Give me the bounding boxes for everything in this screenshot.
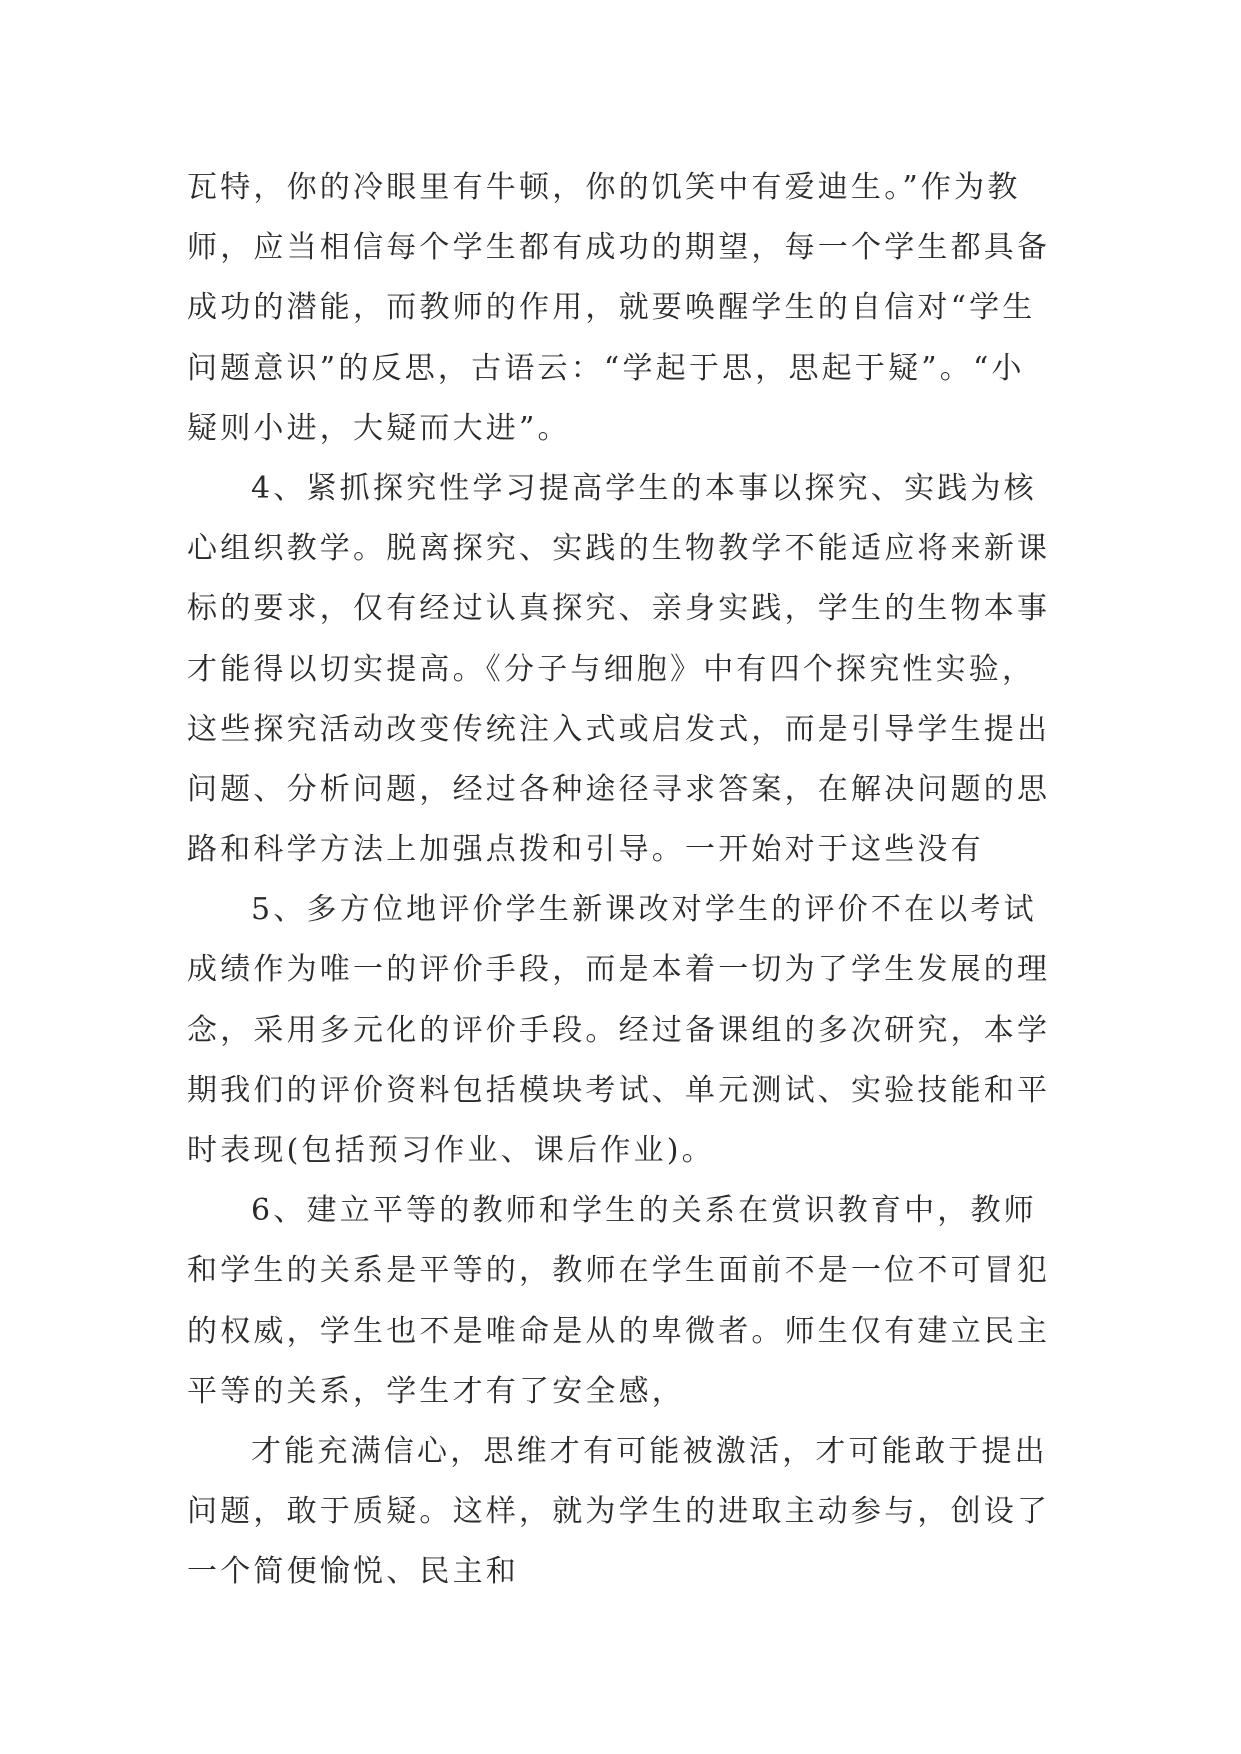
text-line: 这些探究活动改变传统注入式或启发式，而是引导学生提出 [187,711,1051,747]
text-line: 平等的关系，学生才有了安全感， [187,1373,685,1409]
text-line: 和学生的关系是平等的，教师在学生面前不是一位不可冒犯 [187,1253,1051,1289]
text-line: 心组织教学。脱离探究、实践的生物教学不能适应将来新课 [187,531,1051,567]
paragraph-first-line: 6、建立平等的教师和学生的关系在赏识教育中，教师 [251,1193,1037,1229]
text-line: 才能得以切实提高。《分子与细胞》中有四个探究性实验， [187,651,1036,687]
text-line: 问题意识”的反思，古语云：“学起于思，思起于疑”。“小 [187,350,1025,386]
text-line: 问题，敢于质疑。这样，就为学生的进取主动参与，创设了 [187,1494,1051,1530]
paragraph-first-line: 4、紧抓探究性学习提高学生的本事以探究、实践为核 [251,470,1037,506]
text-line: 师，应当相信每个学生都有成功的期望，每一个学生都具备 [187,230,1051,266]
text-line: 期我们的评价资料包括模块考试、单元测试、实验技能和平 [187,1072,1051,1108]
text-line: 一个简便愉悦、民主和 [187,1554,519,1590]
text-line: 标的要求，仅有经过认真探究、亲身实践，学生的生物本事 [187,591,1051,627]
text-line: 的权威，学生也不是唯命是从的卑微者。师生仅有建立民主 [187,1313,1051,1349]
text-line: 成绩作为唯一的评价手段，而是本着一切为了学生发展的理 [187,952,1051,988]
text-line: 念，采用多元化的评价手段。经过备课组的多次研究，本学 [187,1012,1051,1048]
text-line: 瓦特，你的冷眼里有牛顿，你的饥笑中有爱迪生。”作为教 [187,170,1021,205]
paragraph-first-line: 5、多方位地评价学生新课改对学生的评价不在以考试 [251,892,1037,928]
body-text [187,158,1067,1603]
text-line: 疑则小进，大疑而大进”。 [187,410,571,446]
text-line: 路和科学方法上加强点拨和引导。一开始对于这些没有 [187,832,984,868]
text-line: 问题、分析问题，经过各种途径寻求答案，在解决问题的思 [187,771,1051,807]
text-line: 成功的潜能，而教师的作用，就要唤醒学生的自信对“学生 [187,290,1036,326]
paragraph-first-line: 才能充满信心，思维才有可能被激活，才可能敢于提出 [251,1433,1048,1469]
text-line: 时表现(包括预习作业、课后作业)。 [187,1133,715,1168]
